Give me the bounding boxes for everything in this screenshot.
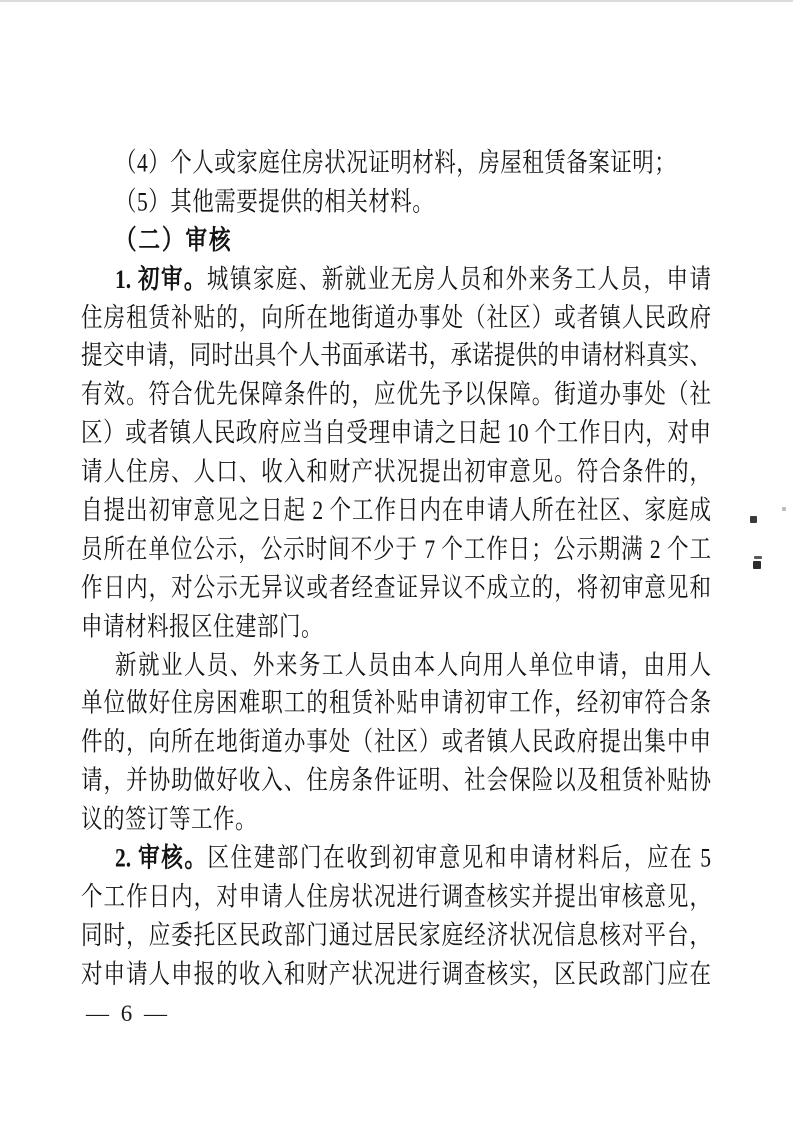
scan-speck xyxy=(750,516,757,523)
text-line: 1. 初审。城镇家庭、新就业无房人员和外来务工人员，申请 xyxy=(115,263,711,294)
text-line: 2. 审核。区住建部门在收到初审意见和申请材料后，应在 5 xyxy=(115,842,711,873)
text-line: 单位做好住房困难职工的租赁补贴申请初审工作，经初审符合条 xyxy=(81,688,711,719)
text-line: 件的，向所在地街道办事处（社区）或者镇人民政府提出集中申 xyxy=(81,726,711,757)
text-line: 区）或者镇人民政府应当自受理申请之日起 10 个工作日内，对申 xyxy=(81,418,711,449)
text-line: （4）个人或家庭住房状况证明材料，房屋租赁备案证明； xyxy=(115,147,677,178)
scan-edge-artifact xyxy=(0,0,793,2)
text-line: 请人住房、人口、收入和财产状况提出初审意见。符合条件的， xyxy=(81,456,711,487)
text-line: 对申请人申报的收入和财产状况进行调查核实，区民政部门应在 xyxy=(81,958,711,989)
text-line: 住房租赁补贴的，向所在地街道办事处（社区）或者镇人民政府 xyxy=(81,302,711,333)
text-line: 员所在单位公示，公示时间不少于 7 个工作日；公示期满 2 个工 xyxy=(81,533,711,564)
text-line: 新就业人员、外来务工人员由本人向用人单位申请，由用人 xyxy=(115,649,711,680)
scan-speck xyxy=(754,556,762,559)
text-line: 作日内，对公示无异议或者经查证异议不成立的，将初审意见和 xyxy=(81,572,711,603)
text-line: 请，并协助做好收入、住房条件证明、社会保险以及租赁补贴协 xyxy=(81,765,711,796)
page-number: — 6 — xyxy=(86,1001,170,1026)
paragraph-lead: 2. 审核。 xyxy=(115,842,208,873)
text-line: 有效。符合优先保障条件的，应优先予以保障。街道办事处（社 xyxy=(81,379,711,410)
text-line: 申请材料报区住建部门。 xyxy=(81,611,324,642)
text-block xyxy=(81,144,711,993)
text-line: （5）其他需要提供的相关材料。 xyxy=(115,186,435,217)
text-line: 议的签订等工作。 xyxy=(81,804,258,835)
scan-speck xyxy=(753,561,761,569)
text-line: 自提出初审意见之日起 2 个工作日内在申请人所在社区、家庭成 xyxy=(81,495,711,526)
scan-speck xyxy=(782,507,786,511)
paragraph-lead: 1. 初审。 xyxy=(115,263,207,294)
text-line: 提交申请，同时出具个人书面承诺书，承诺提供的申请材料真实、 xyxy=(81,340,711,371)
text-line: 个工作日内，对申请人住房状况进行调查核实并提出审核意见， xyxy=(81,881,711,912)
text-line: 同时，应委托区民政部门通过居民家庭经济状况信息核对平台， xyxy=(81,920,711,951)
text-line: （二）审核 xyxy=(115,224,233,255)
